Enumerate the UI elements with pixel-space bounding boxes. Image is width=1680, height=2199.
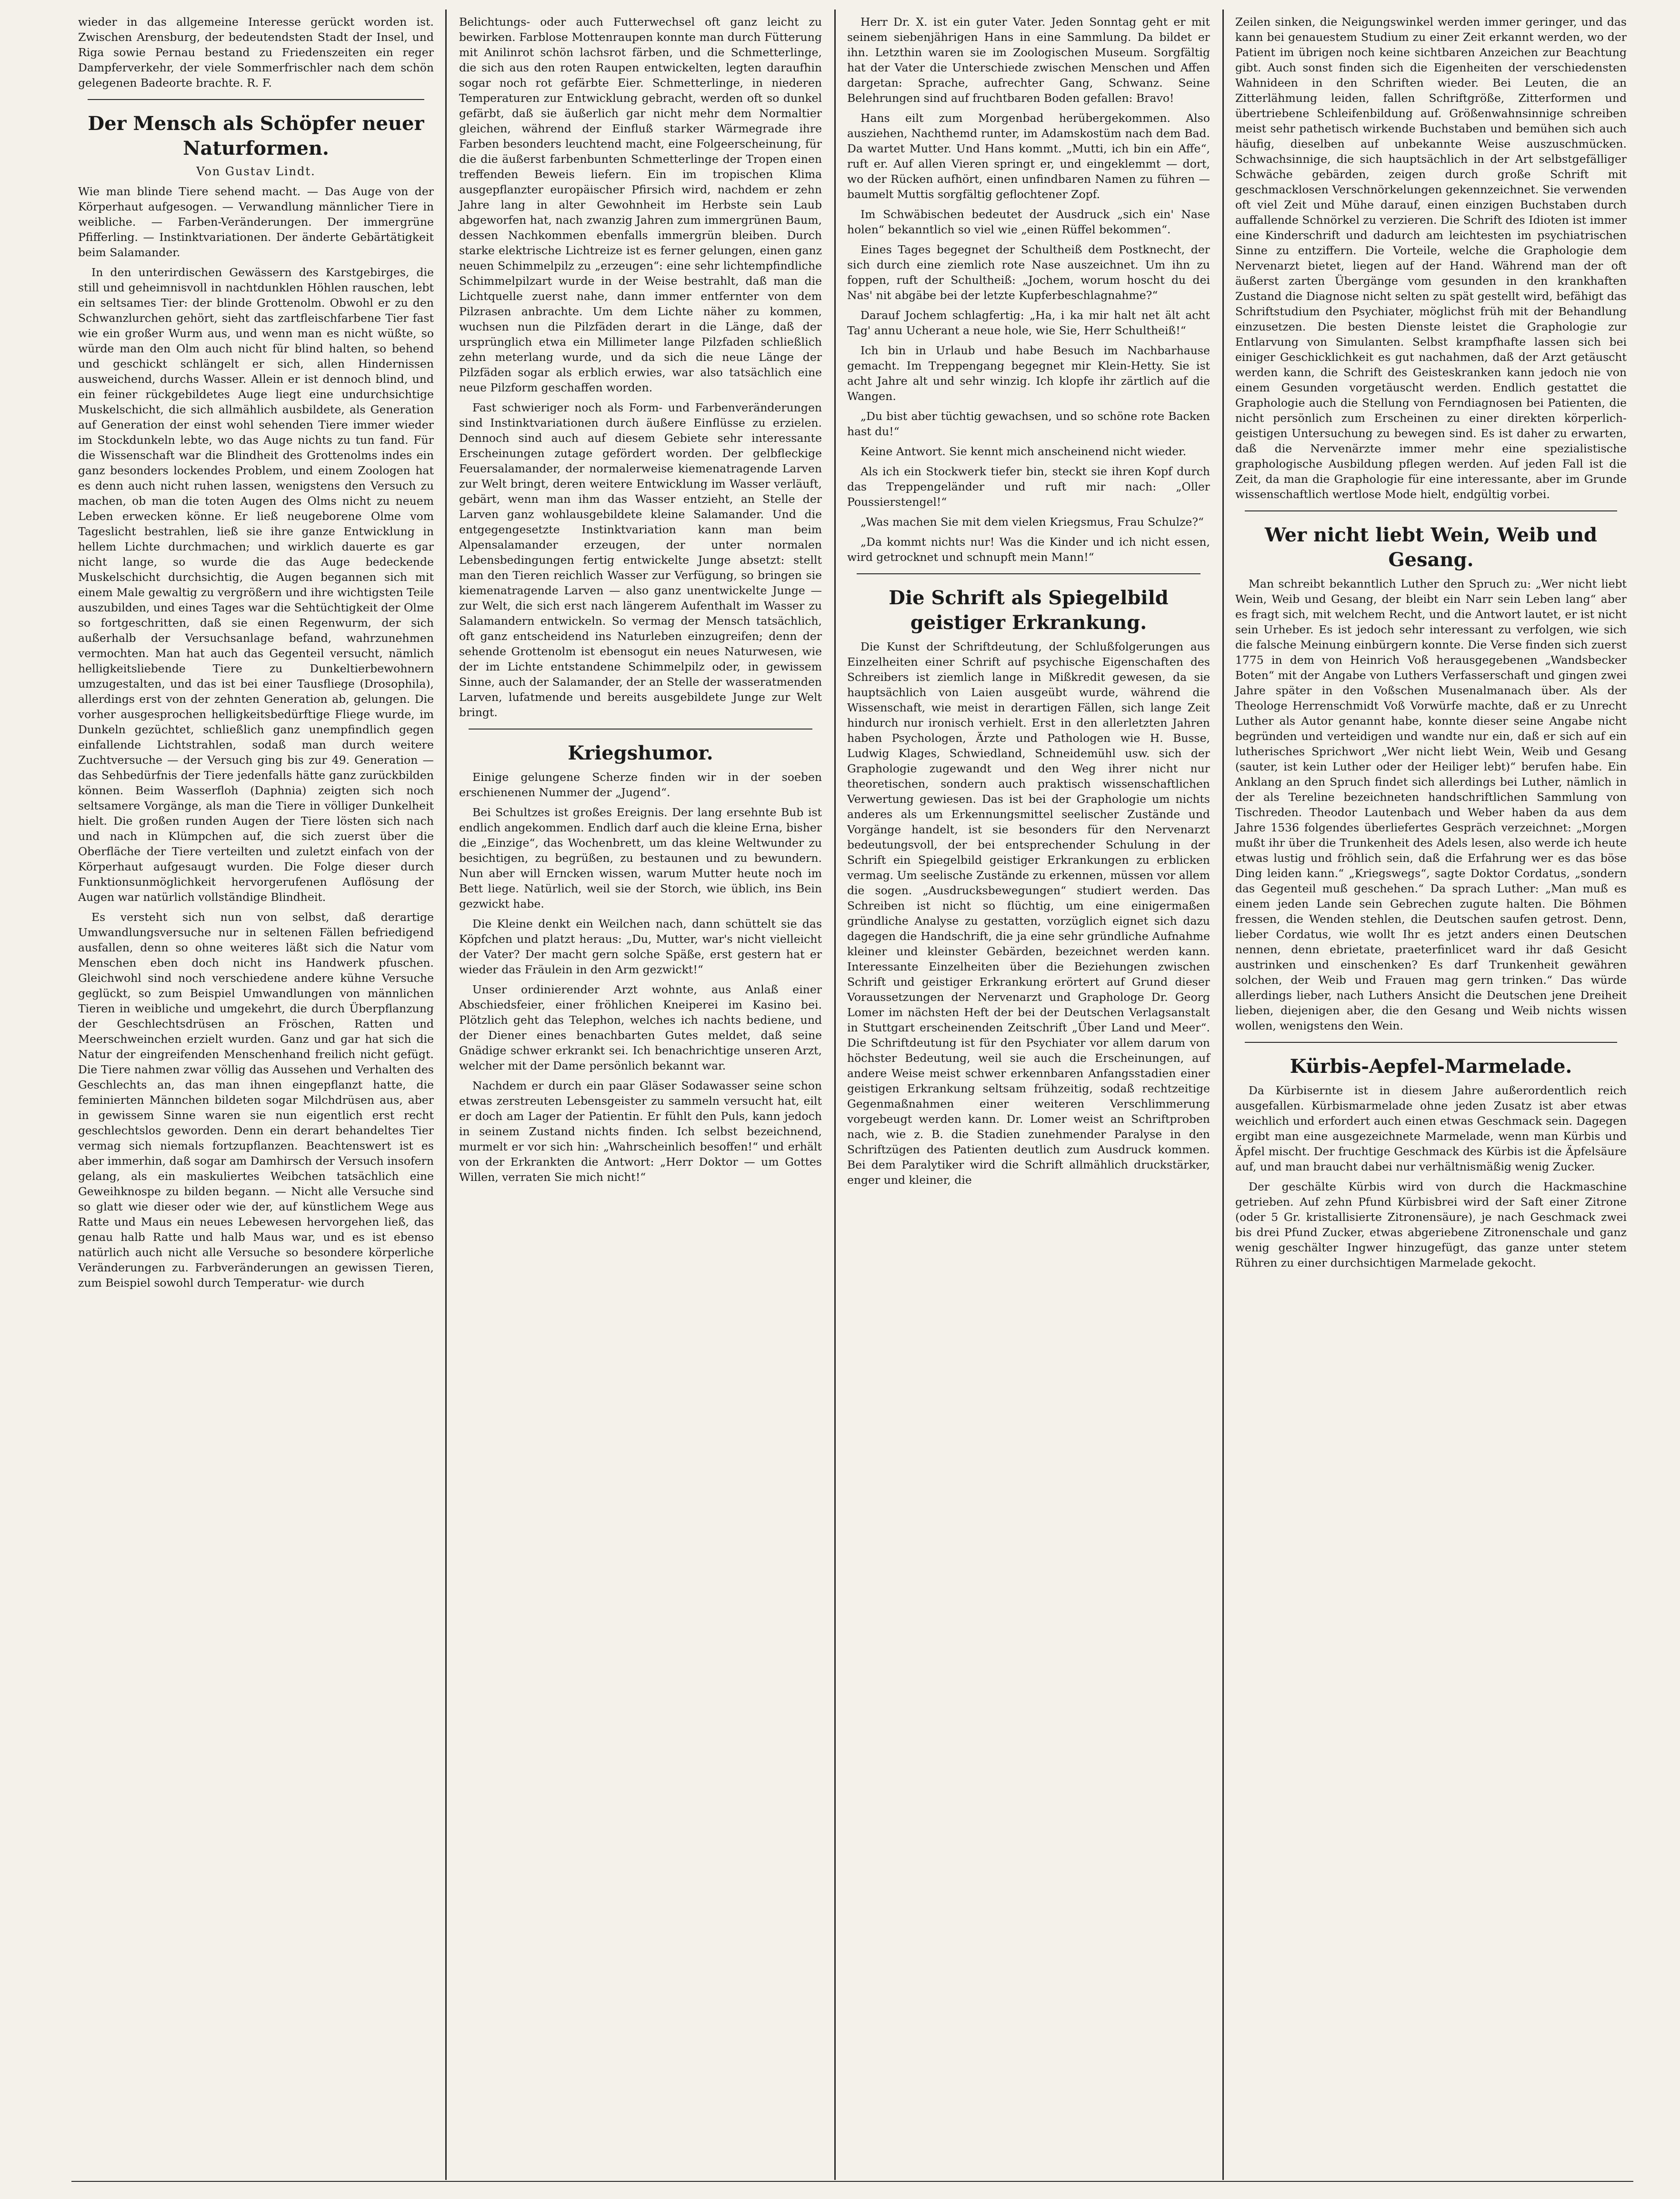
column-rule	[834, 10, 836, 2180]
joke-paragraph: Hans eilt zum Morgenbad herübergekommen. Also ausziehen, Nachthemd runter, im Adamskostüm nach dem Bad. Da wartet Mutter. Und Hans kommt. „Mutti, ich bin ein Affe“, ruft er. Auf allen Vieren springt er, und eingeklemmt — dort, wo der Rücken aufhört, einen unfindbaren Namen zu führen — baumelt Muttis sorgfältig geflochtener Zopf.	[847, 111, 1210, 201]
article-divider	[469, 729, 812, 730]
joke-paragraph: Herr Dr. X. ist ein guter Vater. Jeden Sonntag geht er mit seinem siebenjährigen Hans in eine Sammlung. Da bildet er ihn. Letzthin waren sie im Zoologischen Museum. Sorgfältig hat der Vater die Unterschiede zwischen Menschen und Affen dargetan: Sprache, aufrechter Gang, Schwanz. Seine Belehrungen sind auf fruchtbaren Boden gefallen: Bravo!	[847, 15, 1210, 105]
byline: Von Gustav Lindt.	[196, 165, 316, 178]
page-bottom-rule	[71, 2181, 1633, 2182]
joke-paragraph: Bei Schultzes ist großes Ereignis. Der lang ersehnte Bub ist endlich angekommen. Endlich darf auch die kleine Erna, bisher die „Einzige“, das Wochenbrett, um das kleine Weltwunder zu besichtigen, zu begrüßen, zu bestaunen und zu bewundern. Nun aber will Erncken wissen, warum Mutter heute noch im Bett liege. Natürlich, weil sie der Storch, wie üblich, ins Bein gezwickt habe.	[459, 806, 822, 910]
article-paragraph: Der geschälte Kürbis wird von durch die Hackmaschine getrieben. Auf zehn Pfund Kürbisbrei wird der Saft einer Zitrone (oder 5 Gr. kristallisierte Zitronensäure), je nach Geschmack zwei bis drei Pfund Zucker, etwas abgeriebene Zitronenschale und ganz wenig geschälter Ingwer hinzugefügt, das ganze unter stetem Rühren zu einer durchsichtigen Marmelade gekocht.	[1235, 1180, 1627, 1269]
joke-paragraph: Keine Antwort. Sie kennt mich anscheinend nicht wieder.	[860, 445, 1187, 458]
headline-mensch-schoepfer: Der Mensch als Schöpfer neuer Naturformen.	[88, 112, 424, 160]
article-paragraph: In den unterirdischen Gewässern des Karstgebirges, die still und geheimnisvoll in nachtdunklen Höhlen rauschen, lebt ein seltsames Tier: der blinde Grottenolm. Obwohl er zu den Schwanzlurchen gehört, sieht das zartfleischfarbene Tier fast wie ein großer Wurm aus, und wenn man es nicht wüßte, so würde man den Olm auch nicht für blind halten, so behend und geschickt schlängelt er sich, allen Hindernissen ausweichend, durchs Wasser. Allein er ist dennoch blind, und ein feiner rückgebildetes Auge liegt eine undurchsichtige Muskelschicht, die sich allmählich ausbildete, als Generation auf Generation der einst wohl sehenden Tiere immer wieder im Stockdunkeln lebte, wo das Auge nichts zu tun fand. Für die Wissenschaft war die Blindheit des Grottenolms indes ein ganz besonders lockendes Problem, und einem Zoologen hat es denn auch nicht ruhen lassen, wenigstens den Versuch zu machen, ob man die toten Augen des Olms nicht zu neuem Leben erwecken könne. Er ließ neugeborene Olme vom Tageslicht bestrahlen, ließ sie ihre ganze Entwicklung in hellem Lichte durchmachen; und wirklich dauerte es gar nicht lange, so wurde die das Auge bedeckende Muskelschicht durchsichtig, die Augen begannen sich mit einem Male gewaltig zu vergrößern und ihre wichtigsten Teile auszubilden, und eines Tages war die Sehtüchtigkeit der Olme so fortgeschritten, daß sie einen Regenwurm, der sich außerhalb der Versuchsanlage befand, wahrzunehmen vermochten. Man hat auch das Gegenteil versucht, nämlich helligkeitsliebende Tiere zu Dunkeltierbewohnern umzugestalten, und das ist bei einer Tausfliege (Drosophila), allerdings erst von der zehnten Generation ab, gelungen. Die vorher ausgesprochen helligkeitsbedürftige Fliege wurde, im Dunkeln gezüchtet, schließlich ganz unempfindlich gegen einfallende Lichtstrahlen, sodaß man durch weitere Zuchtversuche — der Versuch ging bis zur 49. Generation — das Sehbedürfnis der Tiere jedenfalls hätte ganz zurückbilden können. Beim Wasserfloh (Daphnia) zeigten sich noch seltsamere Vorgänge, als man die Tiere in völliger Dunkelheit hielt. Die großen runden Augen der Tiere lösten sich nach und nach in Klümpchen auf, die sich zuerst über die Oberfläche der Tiere verteilten und zuletzt einfach von der Körperhaut aufgesaugt wurden. Die Folge dieser durch Funktionsunmöglichkeit hervorgerufenen Auflösung der Augen war natürlich vollständige Blindheit.	[78, 266, 434, 904]
column-3	[840, 14, 1217, 2180]
article-paragraph: Die Kunst der Schriftdeutung, der Schlußfolgerungen aus Einzelheiten einer Schrift auf psychische Eigenschaften des Schreibers ist ziemlich lange in Mißkredit gewesen, da sie hauptsächlich von Laien ausgeübt wurde, während die Wissenschaft, wie meist in derartigen Fällen, sich lange Zeit hindurch nur ironisch verhielt. Erst in den allerletzten Jahren haben Psychologen, Ärzte und Pathologen wie H. Busse, Ludwig Klages, Schwiedland, Schneidemühl usw. sich der Graphologie zugewandt und den Weg ihrer nicht nur theoretischen, sondern auch praktisch wissenschaftlichen Verwertung gewiesen. Das ist bei der Graphologie um nichts anderes als um Erkennungsmittel seelischer Zustände und Vorgänge handelt, ist sie besonders für den Nervenarzt bedeutungsvoll, der bei entsprechender Schulung in der Schrift ein Spiegelbild geistiger Erkrankungen zu erblicken vermag. Um seelische Zustände zu erkennen, müssen vor allem die sogen. „Ausdrucksbewegungen“ studiert werden. Das Schreiben ist nicht so flüchtig, um eine einigermaßen gründliche Analyse zu gestatten, vorzüglich eignet sich dazu dagegen die Handschrift, die ja eine sehr gründliche Aufnahme kleiner und kleinster Gebärden, bezeichnet werden kann. Interessante Einzelheiten über die Beziehungen zwischen Schrift und geistiger Erkrankung erörtert auf Grund dieser Voraussetzungen der Nervenarzt und Graphologe Dr. Georg Lomer im nächsten Heft der bei der Deutschen Verlagsanstalt in Stuttgart erscheinenden Zeitschrift „Über Land und Meer“. Die Schriftdeutung ist für den Psychiater vor allem darum von höchster Bedeutung, weil sie auch die Erscheinungen, auf andere Weise meist schwer erkennbaren Anfangsstadien einer geistigen Erkrankung seltsam frühzeitig, sodaß rechtzeitige Gegenmaßnahmen einer weiteren Verschlimmerung vorgebeugt werden kann. Dr. Lomer weist an Schriftproben nach, wie z. B. die Stadien zunehmender Paralyse in den Schriftzügen des Patienten deutlich zum Ausdruck kommen. Bei dem Paralytiker wird die Schrift allmählich druckstärker, enger und kleiner, die	[847, 640, 1210, 1187]
joke-paragraph: Als ich ein Stockwerk tiefer bin, steckt sie ihren Kopf durch das Treppengeländer und ruft mir nach: „Oller Poussierstengel!“	[847, 465, 1210, 509]
joke-paragraph: Ich bin in Urlaub und habe Besuch im Nachbarhause gemacht. Im Treppengang begegnet mir Klein-Hetty. Sie ist acht Jahre alt und sehr winzig. Ich klopfe ihr zärtlich auf die Wangen.	[847, 344, 1210, 403]
joke-paragraph: „Da kommt nichts nur! Was die Kinder und ich nicht essen, wird getrocknet und schnupft mein Mann!“	[847, 535, 1210, 564]
article-paragraph: Da Kürbisernte ist in diesem Jahre außerordentlich reich ausgefallen. Kürbismarmelade ohne jeden Zusatz ist aber etwas weichlich und erfordert auch einen etwas Geschmack sein. Dagegen ergibt man eine ausgezeichnete Marmelade, wenn man Kürbis und Äpfel mischt. Der fruchtige Geschmack des Kürbis ist die Äpfelsäure auf, und man braucht dabei nur verhältnismäßig wenig Zucker.	[1235, 1084, 1627, 1173]
column-rule	[445, 10, 447, 2180]
article-paragraph: Zeilen sinken, die Neigungswinkel werden immer geringer, und das kann bei genauestem Studium zu einer Zeit erkannt werden, wo der Patient im übrigen noch keine sichtbaren Anzeichen zur Beachtung gibt. Auch sonst finden sich die Eigenheiten der verschiedensten Wahnideen in den Schriften wieder. Bei Leuten, die an Zitterlähmung leiden, fallen Schriftgröße, Zitterformen und übertriebene Schleifenbildung auf. Größenwahnsinnige schreiben meist sehr pathetisch wirkende Buchstaben und bemühen sich auch häufig, dieselben auf unbekannte Weise auszuschmücken. Schwachsinnige, die sich hauptsächlich in der Art selbstgefälliger Schwäche gebärden, zeigen durch große Schrift mit geschmacklosen Verschnörkelungen gekennzeichnet. Sie verwenden oft viel Zeit und Mühe darauf, einen einzigen Buchstaben durch auffallende Schnörkel zu verzieren. Die Schrift des Idioten ist immer eine Kinderschrift und dadurch am leichtesten im psychiatrischen Sinne zu entziffern. Die Vorteile, welche die Graphologie dem Nervenarzt bietet, liegen auf der Hand. Während man der oft äußerst zarten Übergänge vom gesunden in den krankhaften Zustand die Diagnose nicht selten zu spät gestellt wird, befähigt das Schriftstudium den Psychiater, möglichst früh mit der Behandlung einzusetzen. Die besten Dienste leistet die Graphologie zur Entlarvung von Simulanten. Selbst krampfhafte lassen sich bei einiger Geschicklichkeit es gut nachahmen, daß der Arzt getäuscht werden kann, die Schrift des Geisteskranken kann jedoch nie von einem Gesunden vorgetäuscht werden. Endlich gestattet die Graphologie auch die Stellung von Ferndiagnosen bei Patienten, die nicht persönlich zum Erscheinen zu einer direkten körperlich-geistigen Untersuchung zu bewegen sind. Es ist daher zu erwarten, daß die Nervenärzte immer mehr eine spezialistische graphologische Ausbildung pflegen werden. Auf jeden Fall ist die Zeit, da man die Graphologie für eine interessante, aber im Grunde wissenschaftlich wertlose Mode hielt, endgültig vorbei.	[1235, 15, 1627, 501]
joke-paragraph: Unser ordinierender Arzt wohnte, aus Anlaß einer Abschiedsfeier, einer fröhlichen Kneiperei im Kasino bei. Plötzlich geht das Telephon, welches ich nachts bediene, und der Diener eines benachbarten Gutes meldet, daß seine Gnädige schwer erkrankt sei. Ich benachrichtige unseren Arzt, welcher mit der Dame persönlich bekannt war.	[459, 983, 822, 1072]
headline-schrift-spiegelbild: Die Schrift als Spiegelbild geistiger Erkrankung.	[889, 587, 1169, 634]
joke-paragraph: Darauf Jochem schlagfertig: „Ha, i ka mir halt net ält acht Tag' annu Ucherant a neue hole, wie Sie, Herr Schultheiß!“	[847, 309, 1210, 337]
joke-paragraph: Im Schwäbischen bedeutet der Ausdruck „sich ein' Nase holen“ bekanntlich so viel wie „einen Rüffel bekommen“.	[847, 208, 1210, 236]
headline-kriegshumor: Kriegshumor.	[568, 742, 713, 764]
column-rule	[1222, 10, 1224, 2180]
joke-paragraph: Eines Tages begegnet der Schultheiß dem Postknecht, der sich durch eine ziemlich rote Nase auszeichnet. Um ihn zu foppen, ruft der Schultheiß: „Jochem, worum hoscht du dei Nas' nit abgäbe bei der letzte Kupferbeschlagnahme?“	[847, 243, 1210, 302]
intro-paragraph: wieder in das allgemeine Interesse gerückt worden ist. Zwischen Arensburg, der bedeutendsten Stadt der Insel, und Riga sowie Pernau bestand zu Friedenszeiten ein reger Dampferverkehr, der viele Sommerfrischler nach dem schön gelegenen Badeorte brachte. R. F.	[78, 15, 434, 90]
joke-paragraph: „Du bist aber tüchtig gewachsen, und so schöne rote Backen hast du!“	[847, 410, 1210, 438]
joke-paragraph: Nachdem er durch ein paar Gläser Sodawasser seine schon etwas zerstreuten Lebensgeister zu sammeln versucht hat, eilt er doch am Lager der Patientin. Er fühlt den Puls, kann jedoch in seinem Zustand nichts finden. Ich selbst bezeichnend, murmelt er vor sich hin: „Wahrscheinlich besoffen!“ und erhält von der Erkrankten die Antwort: „Herr Doktor — um Gottes Willen, verraten Sie mich nicht!“	[459, 1079, 822, 1184]
article-divider	[1245, 510, 1617, 511]
article-divider	[1245, 1042, 1617, 1043]
article-paragraph: Belichtungs- oder auch Futterwechsel oft ganz leicht zu bewirken. Farblose Mottenraupen konnte man durch Fütterung mit Anilinrot schön lachsrot färben, und die Schmetterlinge, die sich aus den roten Raupen entwickelten, legten daraufhin sogar noch rot gefärbte Eier. Schmetterlinge, in niederen Temperaturen zur Entwicklung gebracht, werden oft so dunkel gefärbt, daß sie äußerlich gar nicht mehr dem Normaltier gleichen, während der Einfluß starker Wärmegrade ihre Farben besonders leuchtend macht, eine Folgeerscheinung, für die die äußerst farbenbunten Schmetterlinge der Tropen einen treffenden Beweis liefern. Ein im tropischen Klima ausgepflanzter europäischer Pfirsich wird, nachdem er zehn Jahre lang in alter Gewohnheit im Herbste sein Laub abgeworfen hat, nach zwanzig Jahren zum immergrünen Baum, dessen Nachkommen ebenfalls immergrün bleiben. Durch starke elektrische Lichtreize ist es ferner gelungen, einen ganz neuen Schimmelpilz zu „erzeugen“: eine sehr lichtempfindliche Schimmelpilzart wurde in der Weise bestrahlt, daß man die Lichtquelle zuerst nahe, dann immer entfernter von dem Pilzrasen anbrachte. Um dem Lichte näher zu kommen, wuchsen nun die Pilzfäden derart in die Länge, daß der ursprünglich etwa ein Millimeter lange Pilzfaden schließlich zehn meterlang wurde, und da sich die neue Länge der Pilzfäden sogar als erblich erwies, war also tatsächlich eine neue Pilzform geschaffen worden.	[459, 15, 822, 394]
headline-wein-weib-gesang: Wer nicht liebt Wein, Weib und Gesang.	[1264, 524, 1597, 571]
article-paragraph: Man schreibt bekanntlich Luther den Spruch zu: „Wer nicht liebt Wein, Weib und Gesang, der bleibt ein Narr sein Leben lang“ aber es fragt sich, mit welchem Recht, und die Antwort lautet, er ist nicht sein Urheber. Es ist jedoch sehr interessant zu verfolgen, wie sich die falsche Meinung einbürgern konnte. Die Verse finden sich zuerst 1775 in dem von Heinrich Voß herausgegebenen „Wandsbecker Boten“ mit der Angabe von Luthers Verfasserschaft und gingen zwei Jahre später in den Voßschen Musenalmanach über. Als der Theologe Herrenschmidt Voß Vorwürfe machte, daß er zu Unrecht Luther als Autor genannt habe, konnte dieser seine Angabe nicht begründen und verteidigen und wandte nur ein, daß er sich auf ein lutherisches Sprichwort „Wer nicht liebt Wein, Weib und Gesang (sauter, ist kein Luther oder der Heiliger lebt)“ berufen habe. Ein Anklang an den Spruch findet sich allerdings bei Luther, nämlich in der als Tereline bezeichneten handschriftlichen Sammlung von Tischreden. Theodor Lautenbach und Weber haben da aus dem Jahre 1536 folgendes überliefertes Gespräch verzeichnet: „Morgen mußt ihr über die Trunkenheit des Adels lesen, also werde ich heute etwas lustig und fröhlich sein, daß die Erfahrung wer es das böse Ding leiden kann.“ „Kriegswegs“, sagte Doktor Cordatus, „sondern das Gegenteil muß geschehen.“ Da sprach Luther: „Man muß es einem jeden Lande sein Gebrechen zugute halten. Die Böhmen fressen, die Wenden stehlen, die Deutschen saufen getrost. Denn, lieber Cordatus, wie wollt Ihr es jetzt anders einen Deutschen nennen, denn ebrietate, praeterfinlicet ward ihr daß Gesicht austrinken und einschenken? Es darf Trunkenheit gewähren solchen, der Weib und Frauen mag gern trinken.“ Das würde allerdings lieber, nach Luthers Ansicht die Deutschen jene Dreiheit lieben, diejenigen aber, die den Gesang und Weib nichts wissen wollen, wenigstens den Wein.	[1235, 577, 1627, 1032]
article-summary: Wie man blinde Tiere sehend macht. — Das Auge von der Körperhaut aufgesogen. — Verwandlung männlicher Tiere in weibliche. — Farben-Veränderungen. Der immergrüne Pfifferling. — Instinktvariationen. Der änderte Gebärtätigkeit beim Salamander.	[78, 185, 434, 259]
article-paragraph: Es versteht sich nun von selbst, daß derartige Umwandlungsversuche nur in seltenen Fällen befriedigend ausfallen, denn so ohne weiteres läßt sich die Natur vom Menschen eben doch nicht ins Handwerk pfuschen. Gleichwohl sind noch verschiedene andere kühne Versuche geglückt, so zum Beispiel Umwandlungen von männlichen Tieren in weibliche und umgekehrt, die durch Überpflanzung der Geschlechtsdrüsen an Fröschen, Ratten und Meerschweinchen erzielt wurden. Ganz und gar hat sich die Natur der eingreifenden Menschenhand freilich nicht gefügt. Die Tiere nahmen zwar völlig das Aussehen und Verhalten des Geschlechts an, das man ihnen eingepflanzt hatte, die feminierten Männchen bildeten sogar Milchdrüsen aus, aber in gewissem Sinne waren sie nun eigentlich erst recht geschlechtslos geworden. Denn ein derart behandeltes Tier vermag sich niemals fortzupflanzen. Beachtenswert ist es aber immerhin, daß sogar am Damhirsch der Versuch insofern gelang, als ein maskuliertes Weibchen tatsächlich eine Geweihknospe zu bilden begann. — Nicht alle Versuche sind so glatt wie dieser oder wie der, auf künstlichem Wege aus Ratte und Maus ein neues Lebewesen hervorgehen ließ, das genau halb Ratte und halb Maus war, und es ist ebenso natürlich auch nicht alle Versuche so besondere körperliche Veränderungen zu. Farbveränderungen an gewissen Tieren, zum Beispiel sowohl durch Temperatur- wie durch	[78, 910, 434, 1289]
article-paragraph: Einige gelungene Scherze finden wir in der soeben erschienenen Nummer der „Jugend“.	[459, 770, 822, 799]
article-divider	[88, 99, 424, 100]
column-1	[71, 14, 440, 2180]
headline-kuerbis-marmelade: Kürbis-Aepfel-Marmelade.	[1290, 1055, 1572, 1078]
article-paragraph: Fast schwieriger noch als Form- und Farbenveränderungen sind Instinktvariationen durch äußere Einflüsse zu erzielen. Dennoch sind auch auf diesem Gebiete sehr interessante Erscheinungen zutage gefördert worden. Der gelbfleckige Feuersalamander, der normalerweise kiemenatragende Larven zur Welt bringt, deren weitere Entwicklung im Wasser verläuft, gebärt, wenn man ihm das Wasser entzieht, an Stelle der Larven ganz wohlausgebildete kleine Salamander. Und die entgegengesetzte Instinktvariation kann man beim Alpensalamander erzeugen, der unter normalen Lebensbedingungen fertig entwickelte Junge absetzt: stellt man den Tieren reichlich Wasser zur Verfügung, so bringen sie kiemenatragende Larven — also ganz unentwickelte Junge — zur Welt, die sich erst nach längerem Aufenthalt im Wasser zu Salamandern entwickeln. So vermag der Mensch tatsächlich, oft ganz entscheidend ins Naturleben einzugreifen; denn der sehende Grottenolm ist ebensogut ein neues Naturwesen, wie der im Lichte entstandene Schimmelpilz oder, in gewissem Sinne, auch der Salamander, der an Stelle der wasseratmenden Larven, lufatmende und bereits ausgebildete Junge zur Welt bringt.	[459, 401, 822, 719]
joke-paragraph: Die Kleine denkt ein Weilchen nach, dann schüttelt sie das Köpfchen und platzt heraus: „Du, Mutter, war's nicht vielleicht der Vater? Der macht gern solche Späße, erst gestern hat er wieder das Fräulein in den Arm gezwickt!“	[459, 917, 822, 976]
article-divider	[857, 573, 1200, 574]
joke-paragraph: „Was machen Sie mit dem vielen Kriegsmus, Frau Schulze?“	[860, 515, 1204, 529]
column-2	[452, 14, 829, 2180]
column-4	[1229, 14, 1633, 2180]
